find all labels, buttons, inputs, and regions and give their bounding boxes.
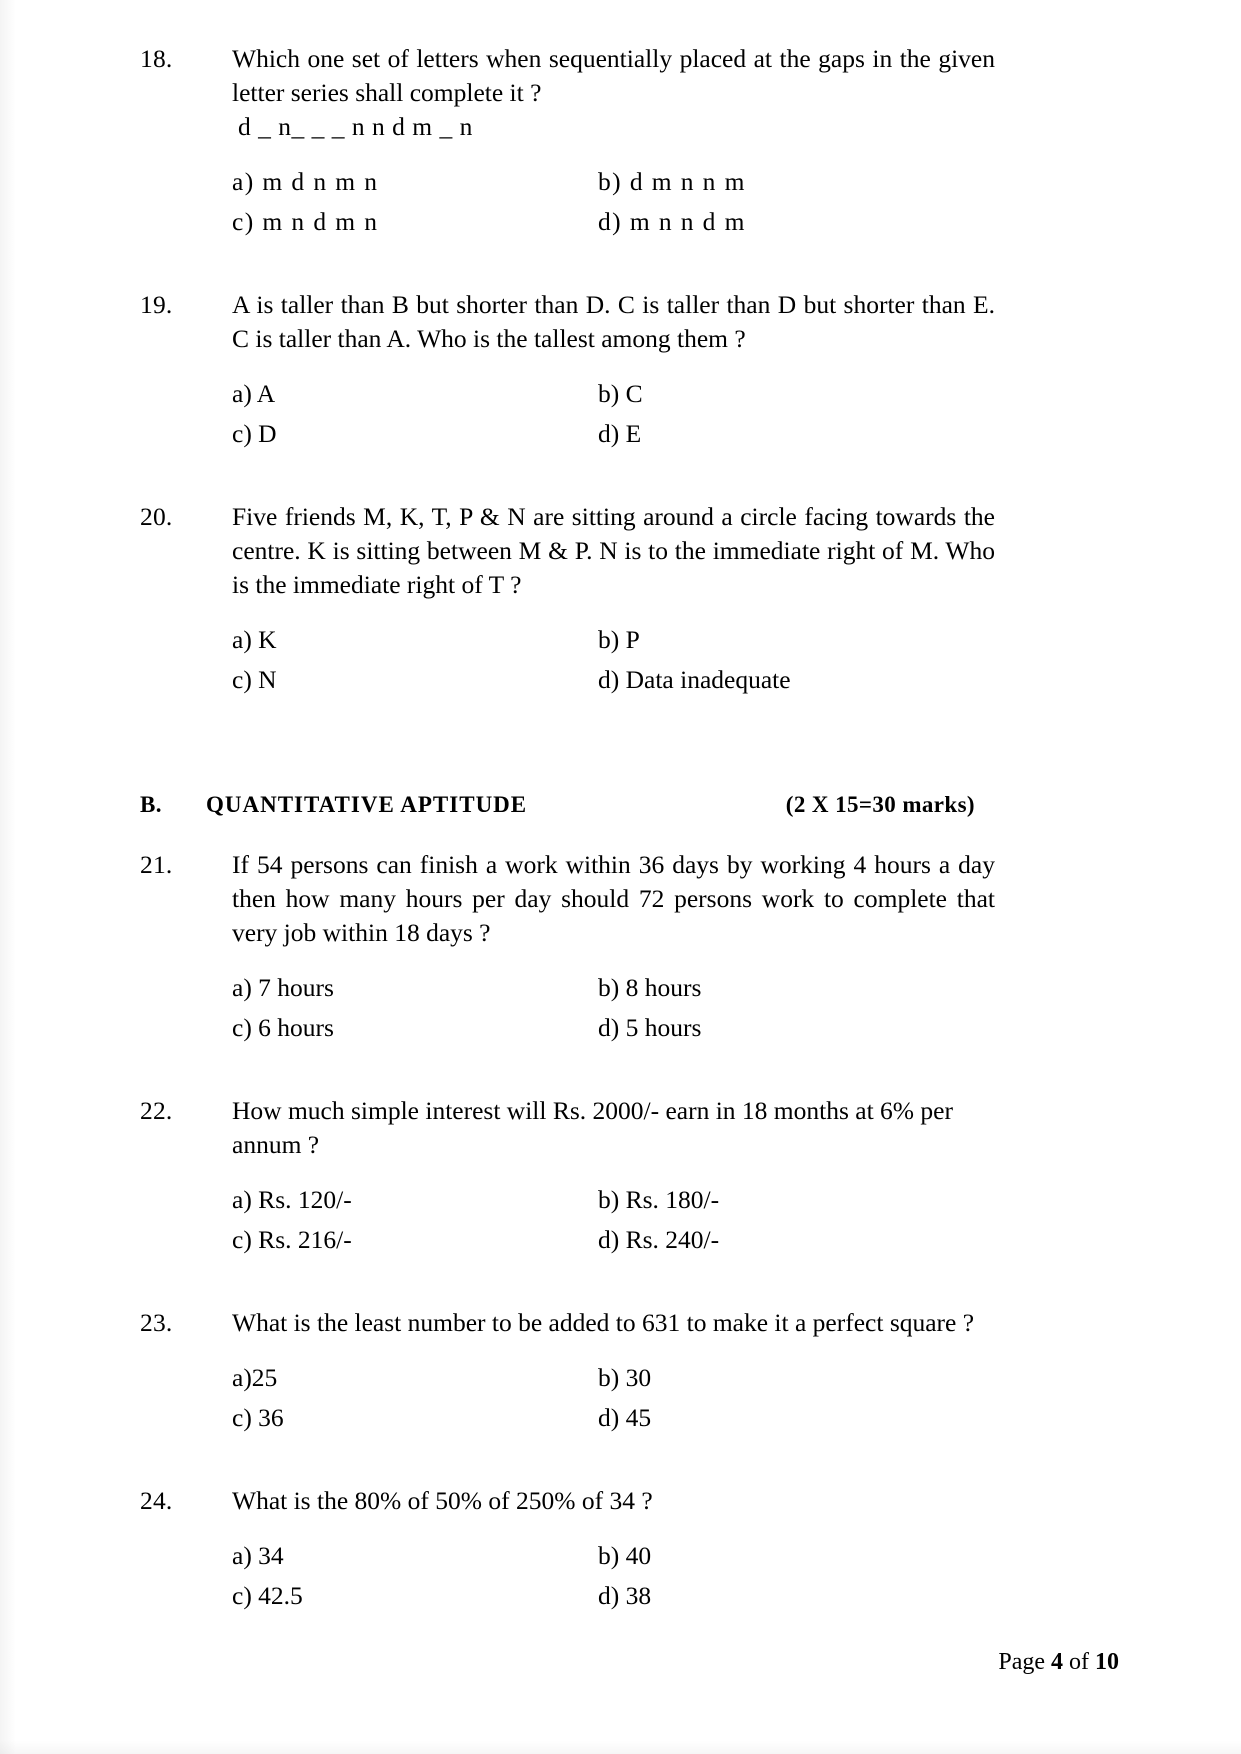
scan-edge-shadow-bottom [0, 1740, 1241, 1754]
option-d[interactable]: d) 5 hours [598, 1013, 702, 1042]
footer-middle: of [1069, 1649, 1089, 1675]
letter-series: d _ n_ _ _ n n d m _ n [238, 112, 473, 141]
question-number: 22. [140, 1096, 173, 1125]
option-row [232, 162, 995, 202]
option-row [232, 1180, 995, 1220]
option-a[interactable]: a) 34 [232, 1541, 284, 1570]
option-d[interactable]: d) Rs. 240/- [598, 1225, 720, 1254]
option-c[interactable]: c) 42.5 [232, 1581, 303, 1610]
option-row [232, 202, 995, 242]
option-b[interactable]: b) Rs. 180/- [598, 1185, 720, 1214]
option-c[interactable]: c) 36 [232, 1403, 284, 1432]
spacer [140, 1438, 995, 1484]
option-list [232, 1358, 995, 1438]
question-number: 18. [140, 44, 173, 73]
option-list [232, 620, 995, 700]
spacer [140, 454, 995, 500]
option-row [232, 620, 995, 660]
option-d[interactable]: d) Data inadequate [598, 665, 791, 694]
option-d[interactable]: d) 45 [598, 1403, 652, 1432]
option-row [232, 1398, 995, 1438]
option-row [232, 1220, 995, 1260]
option-row [232, 1576, 995, 1616]
question-text: What is the 80% of 50% of 250% of 34 ? [232, 1486, 653, 1515]
spacer [140, 700, 995, 792]
question-body [232, 1484, 995, 1616]
option-b[interactable]: b) d m n n m [598, 167, 746, 196]
question-text: How much simple interest will Rs. 2000/- earn in 18 months at 6% per annum ? [232, 1096, 953, 1159]
question-number: 24. [140, 1486, 173, 1515]
section-title: QUANTITATIVE APTITUDE [206, 792, 528, 817]
question-24 [140, 1484, 995, 1616]
option-row [232, 660, 995, 700]
question-20 [140, 500, 995, 700]
option-list [232, 1536, 995, 1616]
option-row [232, 414, 995, 454]
question-body [232, 1094, 995, 1260]
scan-edge-shadow-left [0, 0, 16, 1754]
question-number: 23. [140, 1308, 173, 1337]
question-body [232, 288, 995, 454]
question-number: 20. [140, 502, 173, 531]
option-d[interactable]: d) 38 [598, 1581, 652, 1610]
option-list [232, 162, 995, 242]
page-content [140, 42, 995, 1616]
option-row [232, 1358, 995, 1398]
option-a[interactable]: a) 7 hours [232, 973, 334, 1002]
option-d[interactable]: d) m n n d m [598, 207, 746, 236]
spacer [140, 818, 995, 848]
question-body [232, 500, 995, 700]
spacer [140, 1048, 995, 1094]
option-list [232, 1180, 995, 1260]
question-body [232, 42, 995, 242]
option-a[interactable]: a) m d n m n [232, 167, 379, 196]
question-18 [140, 42, 995, 242]
footer-prefix: Page [998, 1649, 1045, 1675]
question-number: 21. [140, 850, 173, 879]
question-22 [140, 1094, 995, 1260]
question-23 [140, 1306, 995, 1438]
footer-total-pages: 10 [1095, 1649, 1119, 1675]
option-row [232, 1536, 995, 1576]
option-list [232, 374, 995, 454]
spacer [140, 242, 995, 288]
option-c[interactable]: c) 6 hours [232, 1013, 334, 1042]
page-footer [998, 1649, 1119, 1676]
section-header-quantitative-aptitude [140, 792, 995, 818]
option-c[interactable]: c) m n d m n [232, 207, 379, 236]
option-c[interactable]: c) N [232, 665, 277, 694]
section-letter: B. [140, 792, 162, 817]
option-b[interactable]: b) 30 [598, 1363, 652, 1392]
option-row [232, 968, 995, 1008]
question-19 [140, 288, 995, 454]
option-a[interactable]: a) A [232, 379, 276, 408]
question-body [232, 848, 995, 1048]
option-c[interactable]: c) D [232, 419, 277, 448]
question-text: Five friends M, K, T, P & N are sitting around a circle facing towards the centre. K is sitting between M & P. N is to the immediate right of M. Who is the immediate right of T ? [232, 502, 995, 599]
question-text: If 54 persons can finish a work within 36 days by working 4 hours a day then how many hours per day should 72 persons work to complete that very job within 18 days ? [232, 850, 995, 947]
option-d[interactable]: d) E [598, 419, 642, 448]
question-text: A is taller than B but shorter than D. C is taller than D but shorter than E. C is taller than A. Who is the tallest among them ? [232, 290, 995, 353]
option-b[interactable]: b) C [598, 379, 643, 408]
option-c[interactable]: c) Rs. 216/- [232, 1225, 352, 1254]
option-list [232, 968, 995, 1048]
option-a[interactable]: a)25 [232, 1363, 278, 1392]
question-21 [140, 848, 995, 1048]
option-b[interactable]: b) 8 hours [598, 973, 702, 1002]
question-number: 19. [140, 290, 173, 319]
question-text: What is the least number to be added to 631 to make it a perfect square ? [232, 1308, 975, 1337]
section-marks: (2 X 15=30 marks) [785, 792, 975, 817]
option-row [232, 1008, 995, 1048]
option-b[interactable]: b) 40 [598, 1541, 652, 1570]
option-a[interactable]: a) Rs. 120/- [232, 1185, 352, 1214]
question-body [232, 1306, 995, 1438]
question-text: Which one set of letters when sequentially placed at the gaps in the given letter series shall complete it ? [232, 44, 995, 107]
footer-current-page: 4 [1051, 1649, 1063, 1675]
option-b[interactable]: b) P [598, 625, 640, 654]
option-row [232, 374, 995, 414]
option-a[interactable]: a) K [232, 625, 277, 654]
spacer [140, 1260, 995, 1306]
